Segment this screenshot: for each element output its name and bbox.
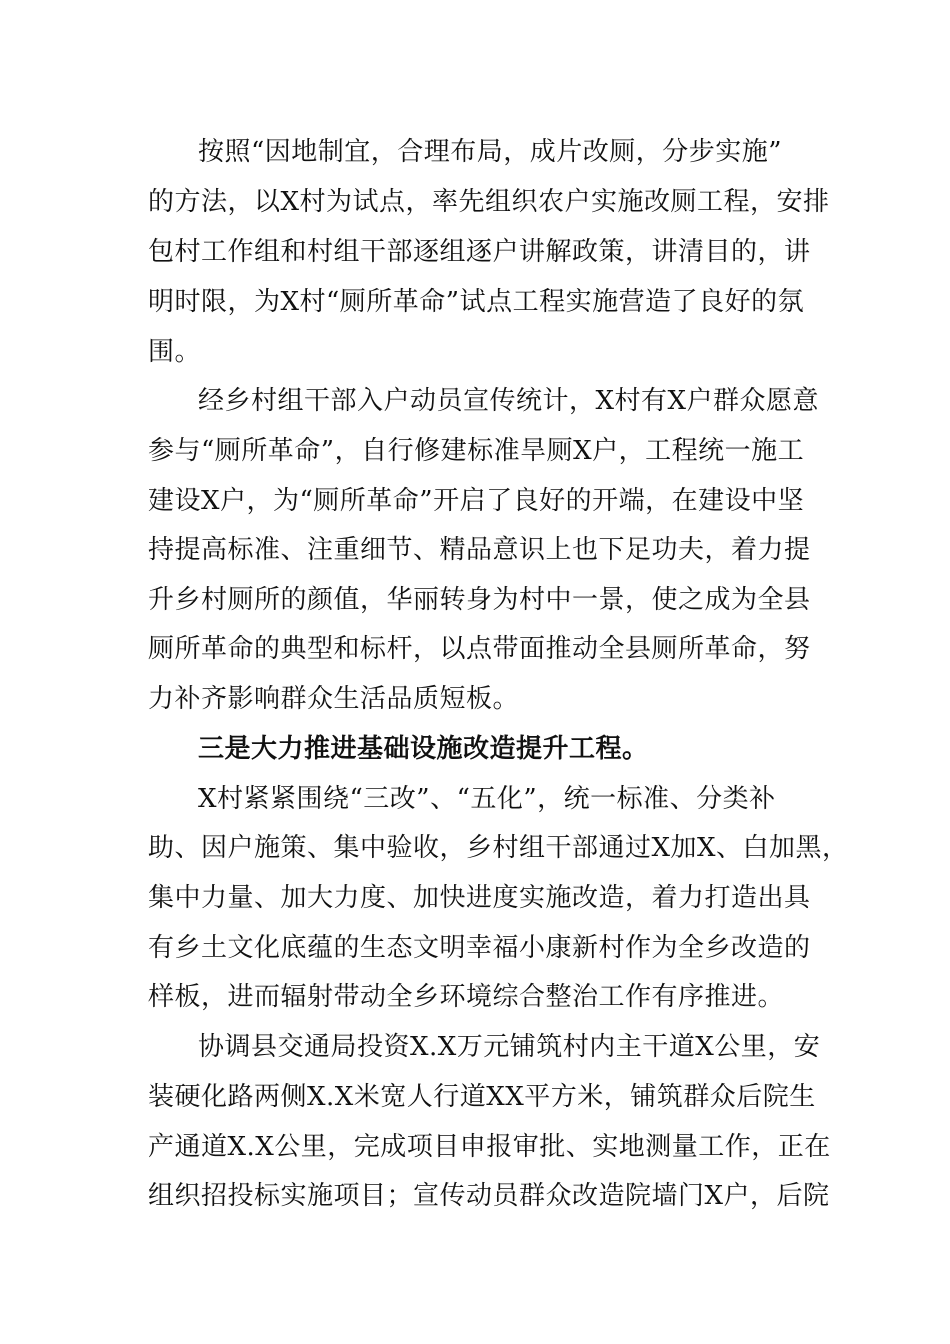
- paragraph-3-line-2: 助、因户施策、集中验收，乡村组干部通过X加X、白加黑，: [148, 833, 849, 863]
- paragraph-2-line-4: 持提高标准、注重细节、精品意识上也下足功夫，着力提: [148, 535, 811, 565]
- paragraph-2-line-2: 参与“厕所革命”，自行修建标准旱厕X户，工程统一施工: [148, 436, 805, 466]
- paragraph-3-line-1: X村紧紧围绕“三改”、“五化”，统一标准、分类补: [198, 784, 776, 814]
- paragraph-2-line-6: 厕所革命的典型和标杆，以点带面推动全县厕所革命，努: [148, 634, 811, 664]
- paragraph-4-line-2: 装硬化路两侧X.X米宽人行道XX平方米，铺筑群众后院生: [148, 1082, 816, 1112]
- paragraph-1-line-5: 围。: [148, 337, 202, 367]
- paragraph-3-line-3: 集中力量、加大力度、加快进度实施改造，着力打造出具: [148, 883, 811, 913]
- paragraph-1-line-2: 的方法，以X村为试点，率先组织农户实施改厕工程，安排: [148, 187, 830, 217]
- paragraph-2-line-7: 力补齐影响群众生活品质短板。: [148, 684, 520, 714]
- paragraph-4-line-4: 组织招投标实施项目；宣传动员群众改造院墙门X户，后院: [148, 1181, 830, 1211]
- paragraph-2-line-1: 经乡村组干部入户动员宣传统计，X村有X户群众愿意: [198, 386, 820, 416]
- paragraph-3-line-4: 有乡土文化底蕴的生态文明幸福小康新村作为全乡改造的: [148, 933, 811, 963]
- paragraph-4-line-1: 协调县交通局投资X.X万元铺筑村内主干道X公里，安: [198, 1032, 821, 1062]
- section-heading: 三是大力推进基础设施改造提升工程。: [198, 734, 649, 764]
- paragraph-4-line-3: 产通道X.X公里，完成项目申报审批、实地测量工作，正在: [148, 1132, 831, 1162]
- paragraph-2-line-3: 建设X户，为“厕所革命”开启了良好的开端，在建设中坚: [148, 486, 805, 516]
- paragraph-1-line-3: 包村工作组和村组干部逐组逐户讲解政策，讲清目的，讲: [148, 237, 811, 267]
- paragraph-3-line-5: 样板，进而辐射带动全乡环境综合整治工作有序推进。: [148, 982, 785, 1012]
- paragraph-1-line-4: 明时限，为X村“厕所革命”试点工程实施营造了良好的氛: [148, 287, 805, 317]
- paragraph-1-line-1: 按照“因地制宜，合理布局，成片改厕，分步实施”: [198, 137, 783, 167]
- paragraph-2-line-5: 升乡村厕所的颜值，华丽转身为村中一景，使之成为全县: [148, 585, 811, 615]
